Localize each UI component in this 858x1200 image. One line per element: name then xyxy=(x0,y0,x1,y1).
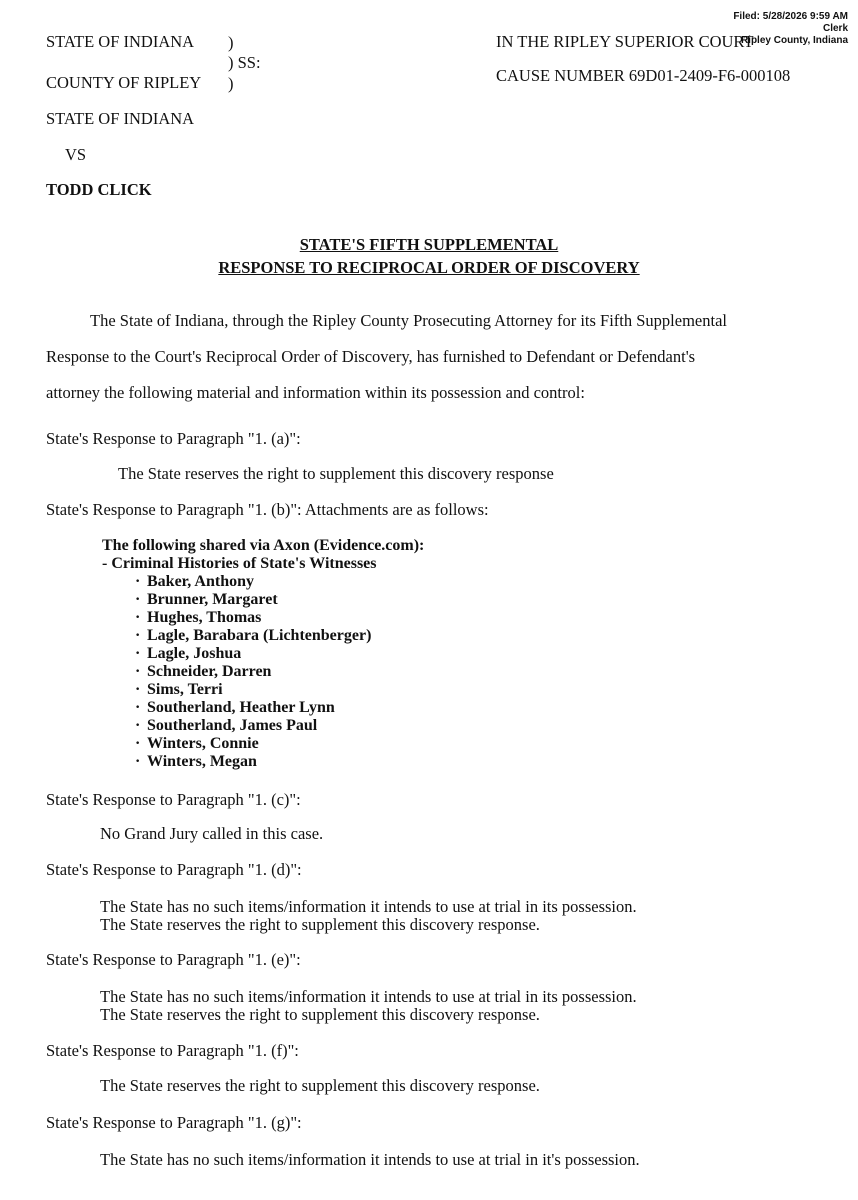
plaintiff-name: STATE OF INDIANA xyxy=(46,109,195,128)
witness-item: · Winters, Megan xyxy=(102,753,424,771)
caption-paren-bottom: ) xyxy=(228,74,234,93)
response-e-line1: The State has no such items/information it intends to use at trial in its possession. xyxy=(100,987,637,1006)
response-d-heading: State's Response to Paragraph "1. (d)": xyxy=(46,860,302,879)
response-c-body: No Grand Jury called in this case. xyxy=(100,824,324,843)
response-e-heading: State's Response to Paragraph "1. (e)": xyxy=(46,950,301,969)
file-stamp-clerk: Clerk xyxy=(822,23,848,34)
response-e-line2: The State reserves the right to supplement this discovery response. xyxy=(100,1005,540,1024)
document-title-line2: RESPONSE TO RECIPROCAL ORDER OF DISCOVERY xyxy=(218,258,640,277)
intro-line-3: attorney the following material and information within its possession and control: xyxy=(46,383,585,402)
caption-county: COUNTY OF RIPLEY xyxy=(46,73,202,92)
court-name: IN THE RIPLEY SUPERIOR COURT xyxy=(496,32,754,51)
attachments-shared-via: The following shared via Axon (Evidence.com): xyxy=(102,537,425,554)
caption-state: STATE OF INDIANA xyxy=(46,32,195,51)
witness-item: · Lagle, Barabara (Lichtenberger) xyxy=(102,627,424,645)
response-a-heading: State's Response to Paragraph "1. (a)": xyxy=(46,429,301,448)
response-g-heading: State's Response to Paragraph "1. (g)": xyxy=(46,1113,302,1132)
attachments-list xyxy=(102,537,424,771)
witness-item: · Hughes, Thomas xyxy=(102,609,424,627)
response-f-body: The State reserves the right to supplement this discovery response. xyxy=(100,1076,540,1095)
response-d-line1: The State has no such items/information it intends to use at trial in its possession. xyxy=(100,897,637,916)
document-title-line1: STATE'S FIFTH SUPPLEMENTAL xyxy=(299,235,559,254)
caption-ss: ) SS: xyxy=(228,53,261,72)
caption-paren-top: ) xyxy=(228,33,234,52)
response-f-heading: State's Response to Paragraph "1. (f)": xyxy=(46,1041,299,1060)
witness-item: · Brunner, Margaret xyxy=(102,591,424,609)
defendant-name: TODD CLICK xyxy=(46,180,152,199)
file-stamp-county: Ripley County, Indiana xyxy=(740,35,848,46)
response-d-line2: The State reserves the right to supplement this discovery response. xyxy=(100,915,540,934)
witness-item: · Sims, Terri xyxy=(102,681,424,699)
witness-item: · Baker, Anthony xyxy=(102,573,424,591)
witness-item: · Southerland, James Paul xyxy=(102,717,424,735)
file-stamp-filed: Filed: 5/28/2026 9:59 AM xyxy=(733,11,848,22)
cause-number: CAUSE NUMBER 69D01-2409-F6-000108 xyxy=(496,66,791,85)
intro-line-1: The State of Indiana, through the Ripley County Prosecuting Attorney for its Fifth Supplemental xyxy=(90,311,727,330)
witness-item: · Southerland, Heather Lynn xyxy=(102,699,424,717)
intro-line-2: Response to the Court's Reciprocal Order of Discovery, has furnished to Defendant or Defendant's xyxy=(46,347,696,366)
response-g-body: The State has no such items/information it intends to use at trial in it's possession. xyxy=(100,1150,640,1169)
witness-item: · Schneider, Darren xyxy=(102,663,424,681)
attachments-category: - Criminal Histories of State's Witnesses xyxy=(102,555,377,572)
witness-item: · Lagle, Joshua xyxy=(102,645,424,663)
witness-item: · Winters, Connie xyxy=(102,735,424,753)
response-c-heading: State's Response to Paragraph "1. (c)": xyxy=(46,790,301,809)
response-a-body: The State reserves the right to supplement this discovery response xyxy=(118,464,554,483)
response-b-heading: State's Response to Paragraph "1. (b)": Attachments are as follows: xyxy=(46,500,489,519)
versus-label: VS xyxy=(65,145,87,164)
